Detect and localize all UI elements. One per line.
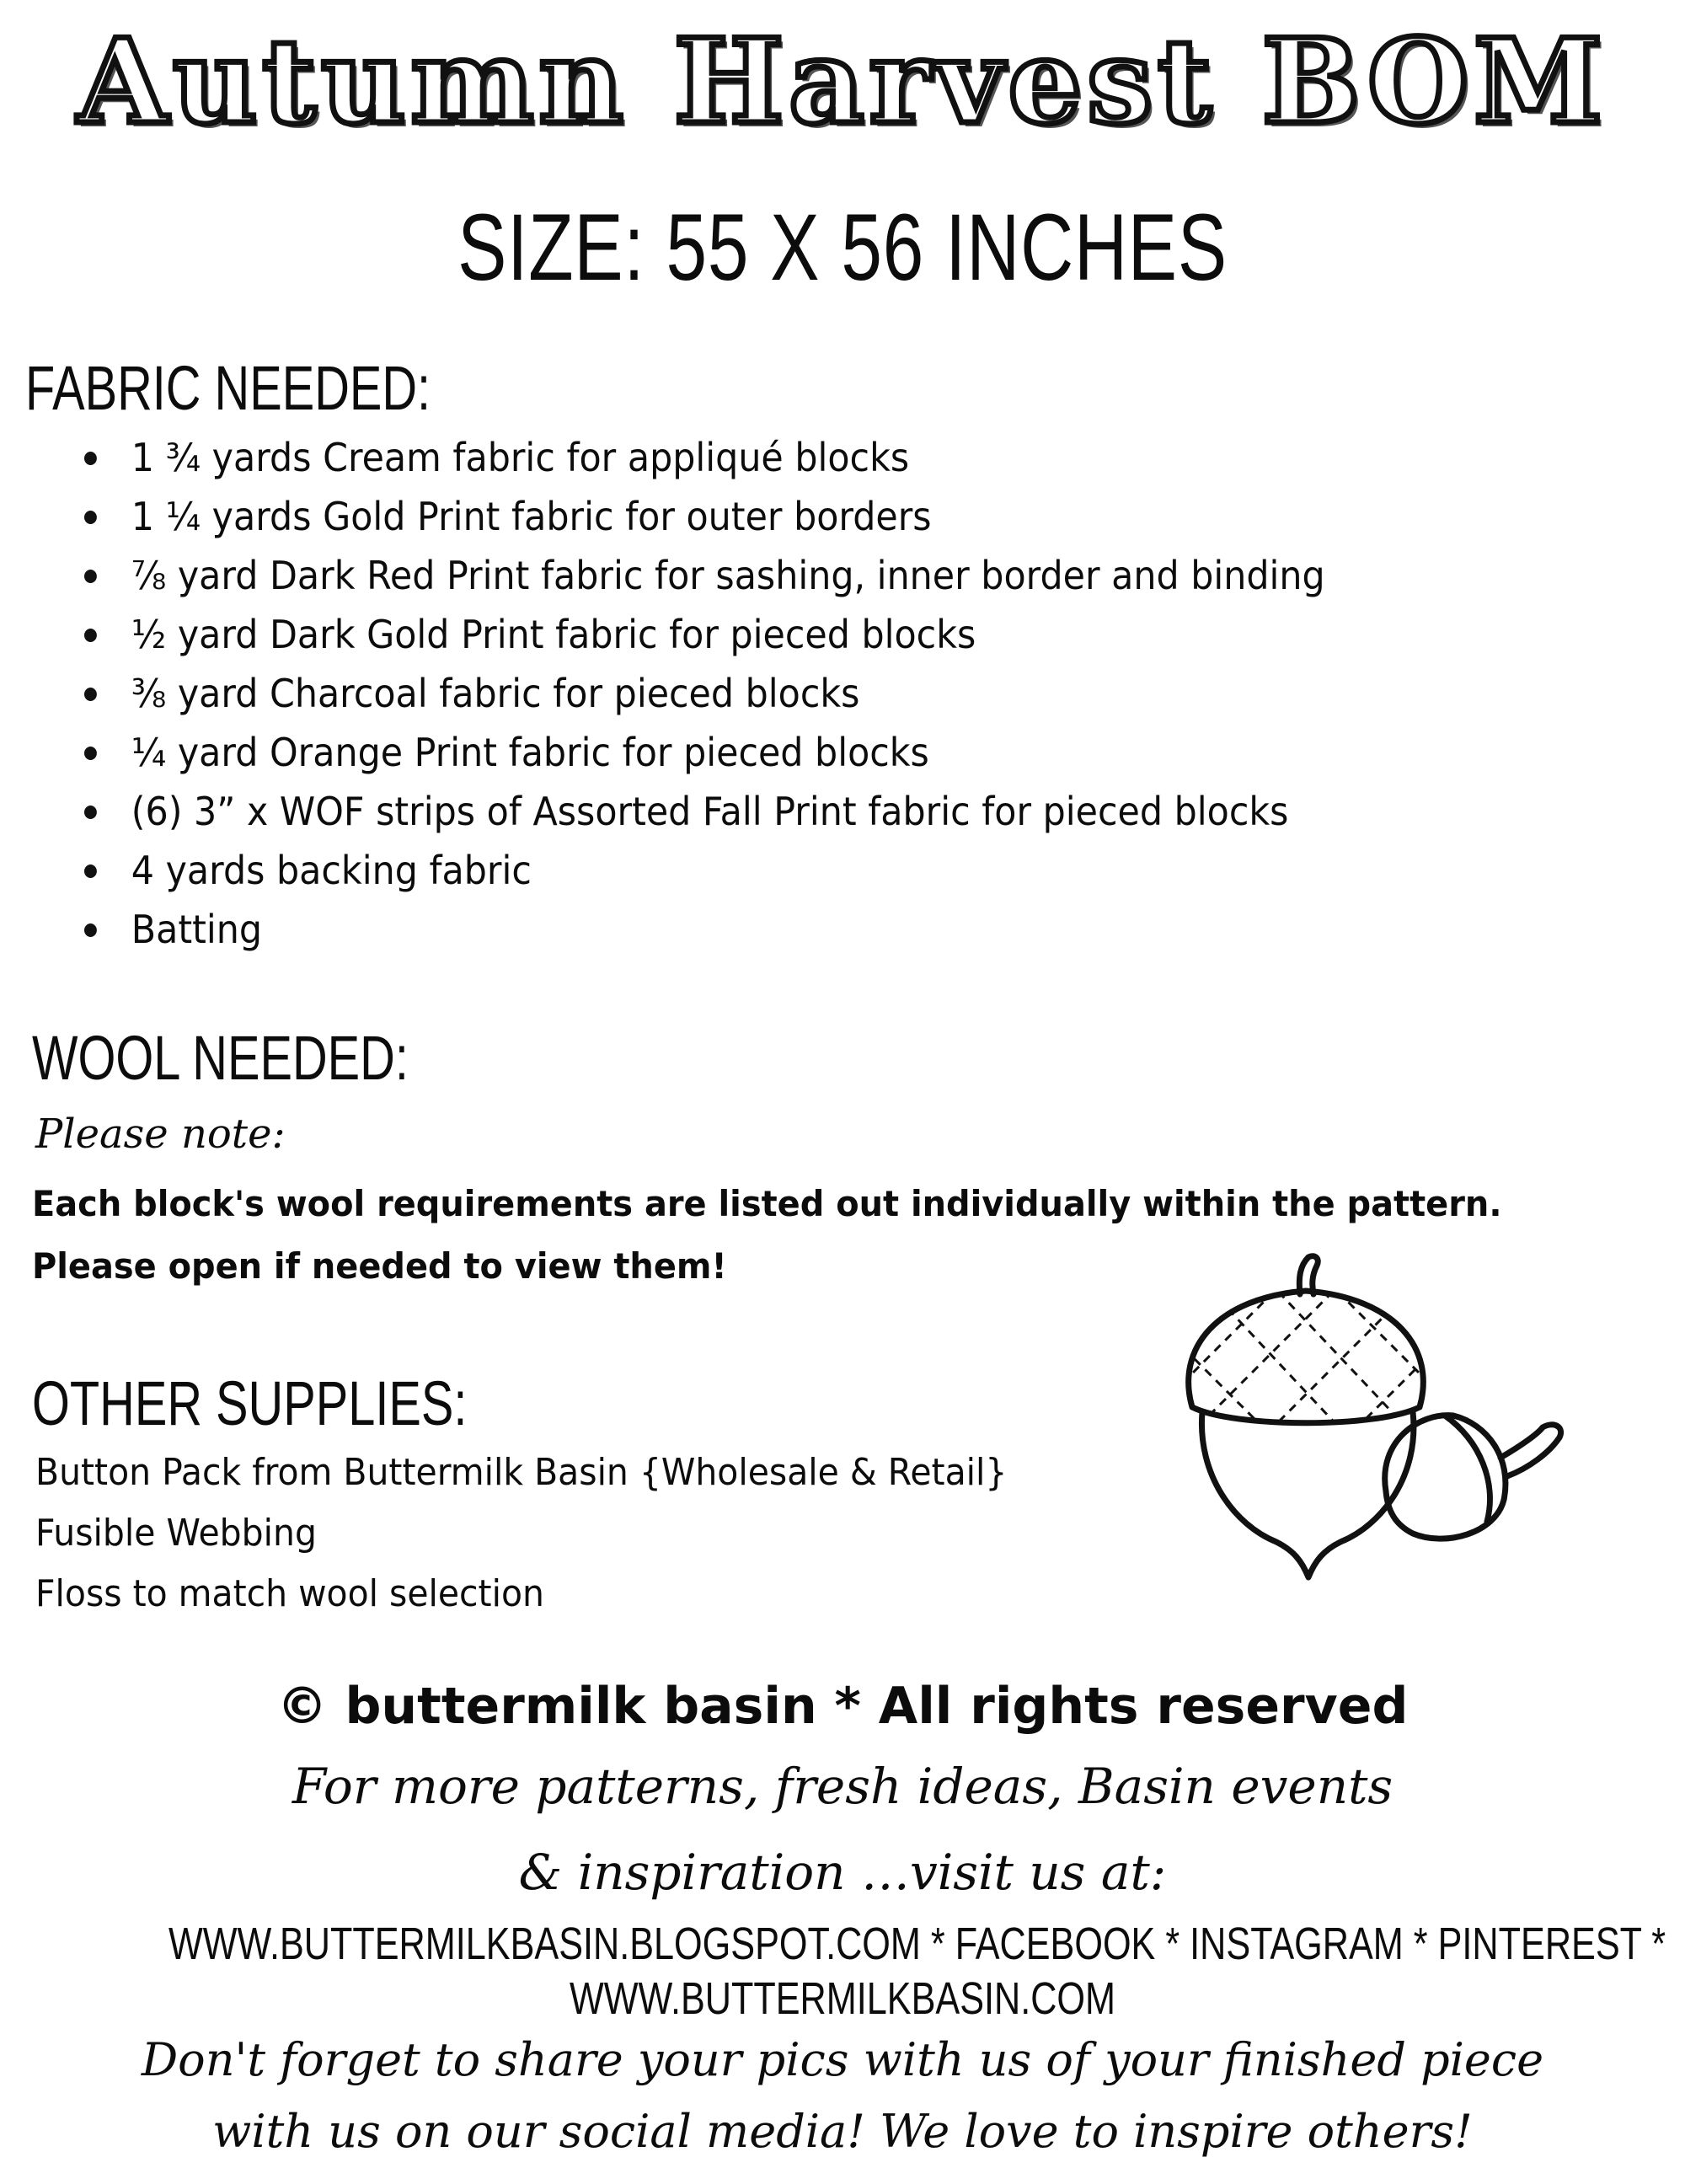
list-item: ⅜ yard Charcoal fabric for pieced blocks [84,664,1325,723]
wool-note-line-1: Each block's wool requirements are listed out individually within the pattern. [32,1183,1502,1224]
list-item: ¼ yard Orange Print fabric for pieced blocks [84,723,1325,782]
supplies-heading: OTHER SUPPLIES: [32,1368,468,1438]
page-title: Autumn Harvest BOM [77,13,1608,150]
wool-note-line-2: Please open if needed to view them! [32,1245,727,1287]
list-item: ⅞ yard Dark Red Print fabric for sashing, inner border and binding [84,546,1325,605]
copyright: © buttermilk basin * All rights reserved [276,1677,1409,1736]
list-item: 1 ¼ yards Gold Print fabric for outer borders [84,487,1325,546]
supplies-list [35,1443,1080,1625]
fabric-heading: FABRIC NEEDED: [25,353,431,423]
footer-script-2: & inspiration …visit us at: [518,1844,1167,1901]
fabric-list [84,428,1419,959]
quilt-size: SIZE: 55 X 56 INCHES [457,195,1228,300]
list-item: Batting [84,900,1325,959]
list-item: 1 ¾ yards Cream fabric for appliqué blocks [84,428,1325,487]
list-item: ½ yard Dark Gold Print fabric for pieced blocks [84,605,1325,664]
list-item: (6) 3” x WOF strips of Assorted Fall Print fabric for pieced blocks [84,782,1325,841]
list-item: Fusible Webbing [35,1512,317,1555]
footer-share-2: with us on our social media! We love to inspire others! [212,2105,1473,2158]
footer-links-1: WWW.BUTTERMILKBASIN.BLOGSPOT.COM * FACEBOOK * INSTAGRAM * PINTEREST * [168,1919,1666,1969]
footer-share-1: Don't forget to share your pics with us of your finished piece [141,2033,1544,2086]
wool-note-label: Please note: [35,1111,286,1158]
footer-links-2: WWW.BUTTERMILKBASIN.COM [570,1973,1115,2024]
list-item: Floss to match wool selection [35,1572,544,1615]
list-item: Button Pack from Buttermilk Basin {Wholesale & Retail} [35,1451,1008,1494]
footer-script-1: For more patterns, fresh ideas, Basin events [292,1758,1393,1815]
wool-heading: WOOL NEEDED: [32,1023,409,1093]
list-item: 4 yards backing fabric [84,841,1325,900]
acorn-icon [1167,1247,1622,1584]
